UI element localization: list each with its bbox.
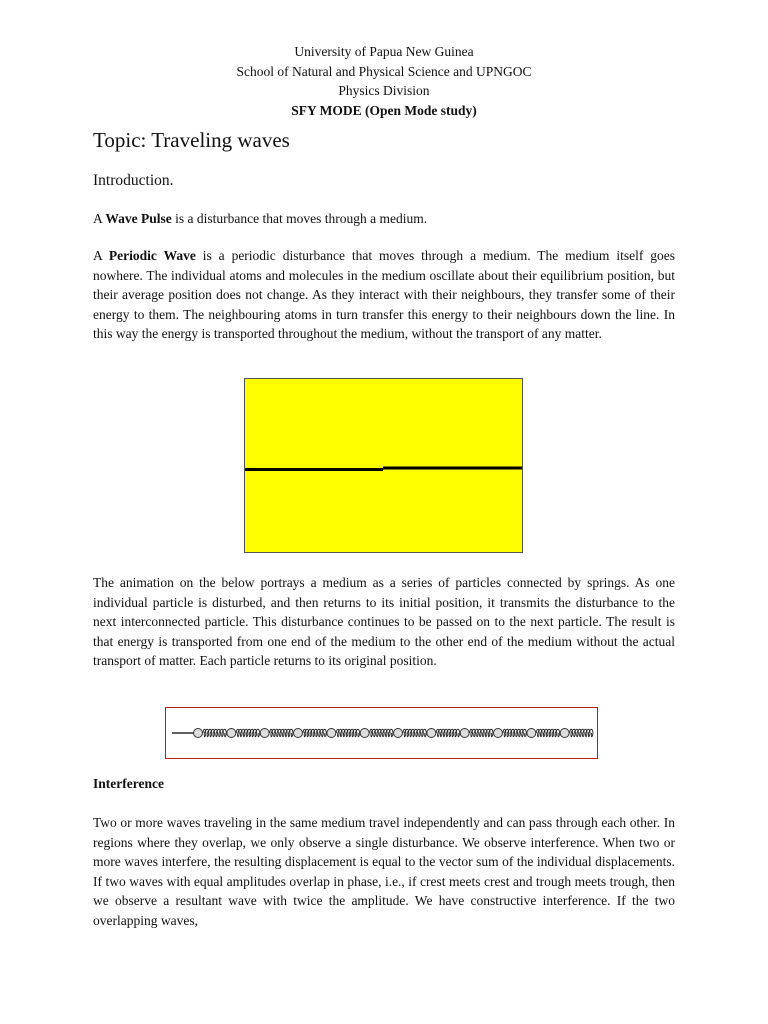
particle (527, 729, 536, 738)
study-mode: SFY MODE (Open Mode study) (291, 102, 477, 118)
spring-chain-graphic (166, 708, 596, 757)
spring (470, 729, 493, 737)
spring (536, 729, 559, 737)
wave-pulse-term: Wave Pulse (105, 211, 172, 226)
animation-paragraph: The animation on the below portrays a medium as a series of particles connected by springs. As one individual particle is disturbed, and then returns to its initial position, it transmits the disturbance to the next interconnected particle. This disturbance continues to be passed on to the next particle. The result is that energy is transported from one end of the medium to the other end of the medium without the actual transport of matter. Each particle returns to its original position. (93, 575, 675, 668)
spring (403, 729, 426, 737)
periodic-wave-text: is a periodic disturbance that moves through a medium. The medium itself goes nowhere. The individual atoms and molecules in the medium oscillate about their equilibrium position, but their average position does not change. As they interact with their neighbours, they transfer some of their energy to them. The neighbouring atoms in turn transfer this energy to their neighbours down the line. In this way the energy is transported throughout the medium, without the transport of any matter. (93, 248, 675, 341)
wave-pulse-text: is a disturbance that moves through a medium. (171, 211, 428, 226)
division-name: Physics Division (338, 83, 430, 98)
spring (336, 729, 359, 737)
university-name: University of Papua New Guinea (294, 44, 474, 59)
periodic-wave-prefix: A (93, 248, 109, 263)
particle (394, 729, 403, 738)
wave-line-graphic (245, 379, 522, 552)
spring-particles-figure (165, 707, 598, 759)
periodic-wave-paragraph (93, 246, 675, 344)
particle (194, 729, 203, 738)
school-name: School of Natural and Physical Science and UPNGOC (236, 63, 532, 79)
wave-pulse-paragraph (93, 209, 675, 229)
particle (227, 729, 236, 738)
document-header (0, 42, 768, 120)
spring (370, 729, 393, 737)
periodic-wave-term: Periodic Wave (108, 248, 196, 263)
particle (294, 729, 303, 738)
spring (503, 729, 526, 737)
particle (560, 729, 569, 738)
particle (460, 729, 469, 738)
particle (327, 729, 336, 738)
interference-paragraph: Two or more waves traveling in the same medium travel independently and can pass through each other. In regions where they overlap, we only observe a single disturbance. We observe interference. When two or more waves interfere, the resulting displacement is equal to the vector sum of the individual displacements. If two waves with equal amplitudes overlap in phase, i.e., if crest meets crest and trough meets trough, then we observe a resultant wave with twice the amplitude. We have constructive interference. If the two overlapping waves, (93, 815, 675, 928)
particle (260, 729, 269, 738)
particle (494, 729, 503, 738)
wave-animation-figure (244, 378, 523, 553)
spring (203, 729, 226, 737)
spring (436, 729, 459, 737)
spring (303, 729, 326, 737)
spring (270, 729, 293, 737)
interference-heading: Interference (93, 776, 164, 791)
particle (427, 729, 436, 738)
wave-pulse-prefix: A (93, 211, 106, 226)
spring (236, 729, 259, 737)
spring (570, 729, 593, 737)
particle (360, 729, 369, 738)
introduction-heading: Introduction. (93, 172, 174, 189)
topic-title: Topic: Traveling waves (93, 128, 290, 152)
